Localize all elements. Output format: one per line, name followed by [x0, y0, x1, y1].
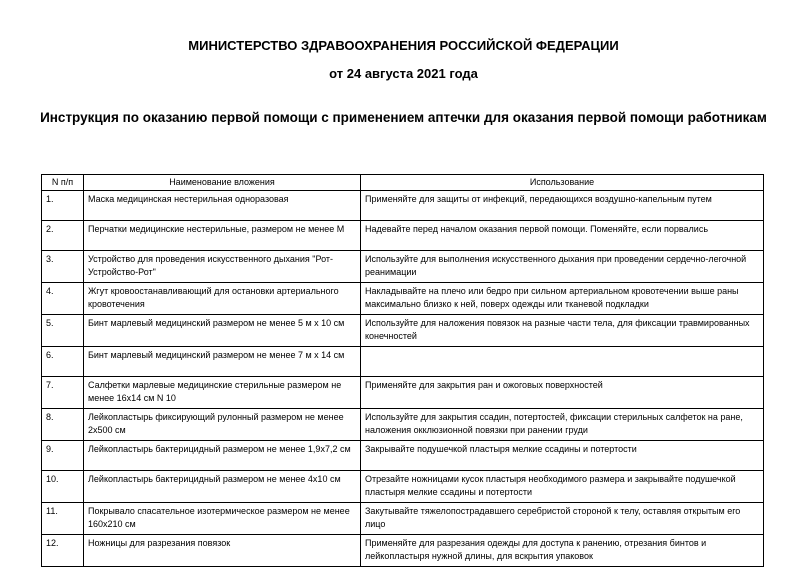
table-row: [42, 471, 764, 503]
usage-cell: Закутывайте тяжелопострадавшего серебристой стороной к телу, оставляя открытым его лицо: [361, 503, 764, 535]
row-number-cell: 2.: [42, 221, 84, 251]
usage-cell: Применяйте для разрезания одежды для доступа к ранению, отрезания бинтов и лейкопластыря нужной длины, для вскрытия упаковок: [361, 535, 764, 567]
row-number-cell: 8.: [42, 409, 84, 441]
row-number-cell: 1.: [42, 191, 84, 221]
table-row: [42, 535, 764, 567]
table-header-row: [42, 175, 764, 191]
row-number-cell: 11.: [42, 503, 84, 535]
table-row: [42, 347, 764, 377]
header-usage: Использование: [361, 175, 764, 191]
ministry-title: МИНИСТЕРСТВО ЗДРАВООХРАНЕНИЯ РОССИЙСКОЙ ФЕДЕРАЦИИ: [188, 38, 619, 53]
item-name-cell: Жгут кровоостанавливающий для остановки артериального кровотечения: [84, 283, 361, 315]
item-name-cell: Лейкопластырь бактерицидный размером не менее 4x10 см: [84, 471, 361, 503]
row-number-cell: 5.: [42, 315, 84, 347]
item-name-cell: Ножницы для разрезания повязок: [84, 535, 361, 567]
table-row: [42, 221, 764, 251]
row-number-cell: 12.: [42, 535, 84, 567]
item-name-cell: Бинт марлевый медицинский размером не менее 7 м x 14 см: [84, 347, 361, 377]
usage-cell: Используйте для закрытия ссадин, потертостей, фиксации стерильных салфеток на ране, наложения окклюзионной повязки при ранении груди: [361, 409, 764, 441]
table-row: [42, 283, 764, 315]
usage-cell: Надевайте перед началом оказания первой помощи. Поменяйте, если порвались: [361, 221, 764, 251]
instruction-title: Инструкция по оказанию первой помощи с применением аптечки для оказания первой помощи работникам: [40, 110, 767, 125]
item-name-cell: Бинт марлевый медицинский размером не менее 5 м x 10 см: [84, 315, 361, 347]
table-body: [42, 191, 764, 567]
table-row: [42, 503, 764, 535]
table-row: [42, 251, 764, 283]
item-name-cell: Салфетки марлевые медицинские стерильные размером не менее 16x14 см N 10: [84, 377, 361, 409]
table-row: [42, 441, 764, 471]
item-name-cell: Покрывало спасательное изотермическое размером не менее 160x210 см: [84, 503, 361, 535]
header-number: N п/п: [42, 175, 84, 191]
usage-cell: Используйте для выполнения искусственного дыхания при проведении сердечно-легочной реанимации: [361, 251, 764, 283]
table-row: [42, 377, 764, 409]
row-number-cell: 6.: [42, 347, 84, 377]
usage-cell: Накладывайте на плечо или бедро при сильном артериальном кровотечении выше раны максимально близко к ней, поверх одежды или тканевой подкладки: [361, 283, 764, 315]
item-name-cell: Перчатки медицинские нестерильные, размером не менее М: [84, 221, 361, 251]
table-header: [42, 175, 764, 191]
item-name-cell: Лейкопластырь фиксирующий рулонный размером не менее 2x500 см: [84, 409, 361, 441]
table-row: [42, 409, 764, 441]
usage-cell: Отрезайте ножницами кусок пластыря необходимого размера и закрывайте подушечкой пластыря мелкие ссадины и потертости: [361, 471, 764, 503]
row-number-cell: 4.: [42, 283, 84, 315]
table-row: [42, 315, 764, 347]
header-item-name: Наименование вложения: [84, 175, 361, 191]
item-name-cell: Лейкопластырь бактерицидный размером не менее 1,9x7,2 см: [84, 441, 361, 471]
document-date: от 24 августа 2021 года: [329, 66, 478, 81]
row-number-cell: 9.: [42, 441, 84, 471]
usage-cell: [361, 347, 764, 377]
first-aid-kit-table: [41, 174, 764, 567]
usage-cell: Закрывайте подушечкой пластыря мелкие ссадины и потертости: [361, 441, 764, 471]
item-name-cell: Маска медицинская нестерильная одноразовая: [84, 191, 361, 221]
row-number-cell: 7.: [42, 377, 84, 409]
row-number-cell: 10.: [42, 471, 84, 503]
usage-cell: Применяйте для закрытия ран и ожоговых поверхностей: [361, 377, 764, 409]
table-row: [42, 191, 764, 221]
item-name-cell: Устройство для проведения искусственного дыхания "Рот-Устройство-Рот": [84, 251, 361, 283]
usage-cell: Используйте для наложения повязок на разные части тела, для фиксации травмированных конечностей: [361, 315, 764, 347]
row-number-cell: 3.: [42, 251, 84, 283]
usage-cell: Применяйте для защиты от инфекций, передающихся воздушно-капельным путем: [361, 191, 764, 221]
